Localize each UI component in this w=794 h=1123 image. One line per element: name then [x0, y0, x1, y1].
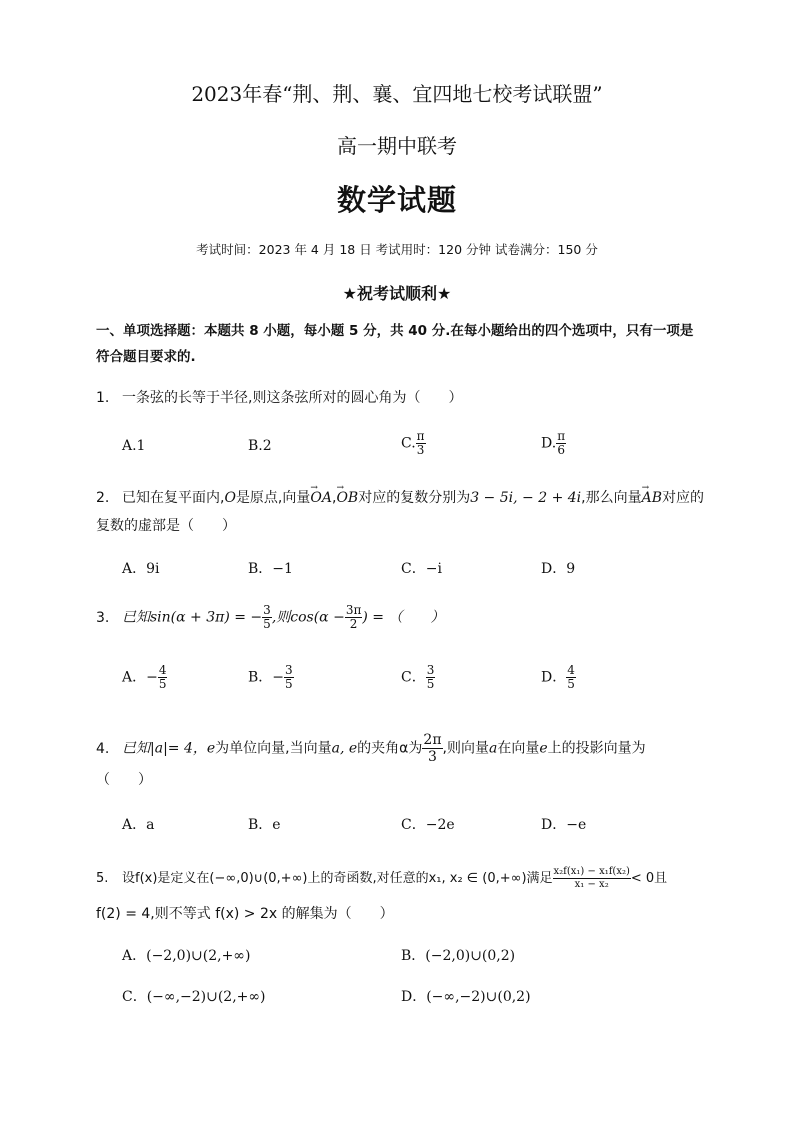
fraction: $\frac{\pi}{6}$	[557, 429, 566, 457]
option-a: A.1	[122, 438, 146, 454]
question-1	[96, 388, 708, 408]
vector-ob: → OB	[336, 488, 358, 508]
fraction: $\frac{3}{5}$	[263, 603, 271, 631]
vector-ab: → AB	[642, 488, 662, 508]
question-2: 2. 已知在复平面内,O是原点,向量→ OA,→ OB对应的复数分别为3 − 5i, − 2 + 4i,那么向量→ AB对应的	[96, 488, 708, 508]
fraction: $\frac{2\pi}{3}$	[423, 732, 442, 765]
option-a: A．(−2,0)∪(2,+∞)	[122, 948, 251, 964]
option-c: C．−i	[401, 561, 442, 577]
question-2-line2: 复数的虚部是（ ）	[96, 518, 236, 534]
question-stem: 一条弦的长等于半径,则这条弦所对的圆心角为（ ）	[122, 390, 463, 406]
blessing: ★祝考试顺利★	[342, 284, 452, 303]
subject-title: 数学试题	[336, 183, 457, 217]
option-a: A．a	[122, 817, 155, 833]
vector-oa: → OA	[310, 488, 332, 508]
fraction: $\frac{4}{5}$	[158, 663, 167, 691]
option-b: B．e	[248, 817, 281, 833]
fraction: $\frac{3}{5}$	[426, 663, 435, 691]
question-3: 3. 已知sin(α + 3π) = − $\frac{3}{5}$ ,则cos(α − $\frac{3\pi}{2}$ ) = （ ）	[96, 603, 445, 631]
option-d: D．−e	[541, 817, 587, 833]
option-d: D. $\frac{\pi}{6}$	[541, 429, 566, 457]
exam-meta: 考试时间：2023 年 4 月 18 日 考试用时：120 分钟 试卷满分：150 分	[196, 242, 598, 257]
question-5-line2: f(2) = 4,则不等式 f(x) > 2x 的解集为（ ）	[96, 906, 394, 922]
fraction: $\frac{\text{x₂f(x₁) − x₁f(x₂)}}{\text{x₁ − x₂}}$	[553, 866, 630, 890]
option-d: D． $\frac{4}{5}$	[541, 663, 575, 691]
question-4-line2: （ ）	[96, 772, 152, 788]
question-number: 5.	[96, 871, 109, 886]
question-5: 5. 设f(x)是定义在(−∞,0)∪(0,+∞)上的奇函数,对任意的x₁, x₂ ∈ (0,+∞)满足 $\frac{\text{x₂f(x₁) − x₁f(x₂)}}{\text{x₁ − x₂}}$ < 0且	[96, 866, 668, 890]
option-c: C．(−∞,−2)∪(2,+∞)	[122, 989, 266, 1005]
option-b: B．−1	[248, 561, 293, 577]
question-number: 2.	[96, 490, 110, 506]
option-a: A．− $\frac{4}{5}$	[122, 663, 167, 691]
fraction: $\frac{\pi}{3}$	[416, 429, 425, 457]
option-b: B．− $\frac{3}{5}$	[248, 663, 293, 691]
question-number: 3.	[96, 609, 110, 626]
option-b: B.2	[248, 438, 272, 454]
section-heading: 一、单项选择题：本题共 8 小题，每小题 5 分，共 40 分.在每小题给出的四个选项中，只有一项是符合题目要求的.	[96, 323, 694, 365]
question-number: 4.	[96, 740, 110, 757]
question-number: 1.	[96, 390, 110, 406]
question-4: 4. 已知|a|= 4，e为单位向量,当向量a, e的夹角α为 $\frac{2\pi}{3}$ ,则向量a在向量e上的投影向量为	[96, 732, 646, 765]
option-d: D．(−∞,−2)∪(0,2)	[401, 989, 531, 1005]
option-c: C．−2e	[401, 817, 455, 833]
option-d: D．9	[541, 561, 576, 577]
fraction: $\frac{3}{5}$	[285, 663, 293, 691]
option-c: C． $\frac{3}{5}$	[401, 663, 435, 691]
exam-union-title: 2023年春“荆、荆、襄、宜四地七校考试联盟”	[191, 82, 603, 106]
option-c: C. $\frac{\pi}{3}$	[401, 429, 425, 457]
fraction: $\frac{4}{5}$	[567, 663, 575, 691]
option-a: A．9i	[122, 561, 160, 577]
exam-subtitle: 高一期中联考	[337, 134, 457, 158]
option-b: B．(−2,0)∪(0,2)	[401, 948, 516, 964]
fraction: $\frac{3\pi}{2}$	[345, 603, 362, 631]
